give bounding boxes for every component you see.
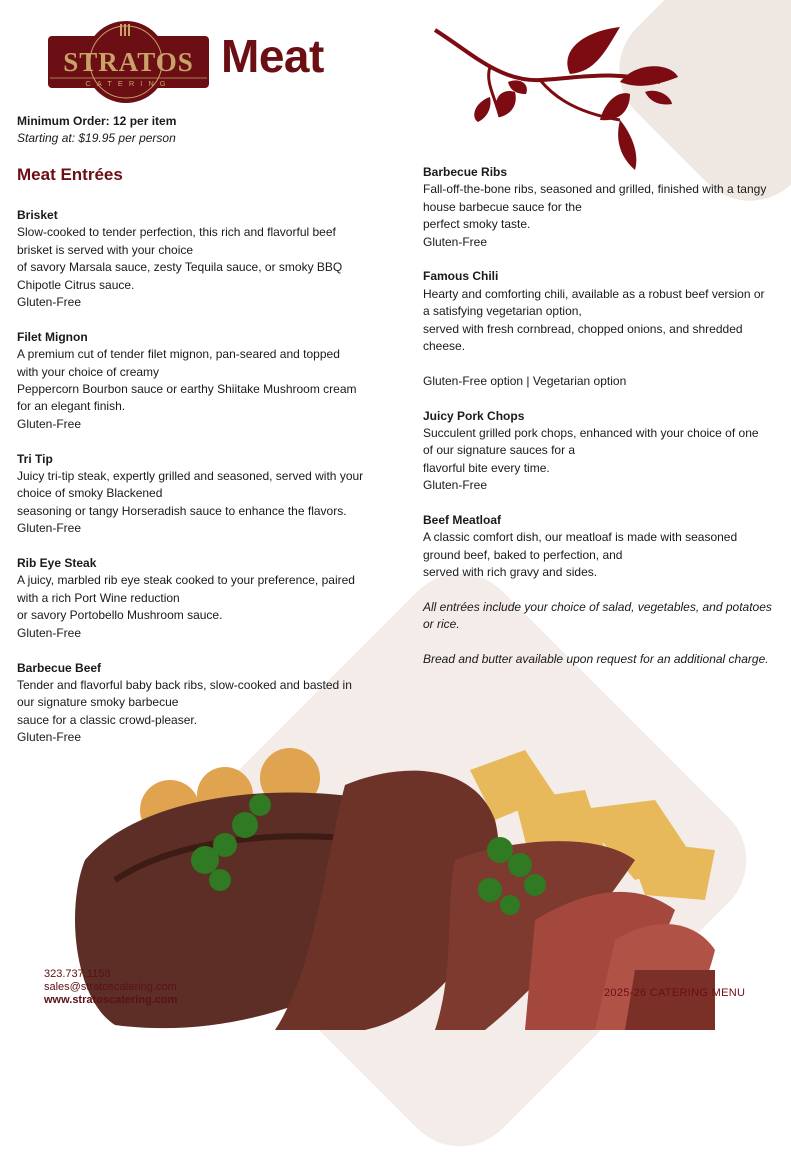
item-description: Peppercorn Bourbon sauce or earthy Shiitake Mushroom cream xyxy=(17,382,357,397)
item-description: Chipotle Citrus sauce. xyxy=(17,277,135,292)
menu-item-juicy-pork-chops xyxy=(423,408,778,495)
bread-note xyxy=(423,651,778,668)
item-description: Tender and flavorful baby back ribs, slow-cooked and basted in xyxy=(17,677,352,692)
item-tag: Gluten-Free xyxy=(423,234,488,249)
logo-text-stratos: STRATOS xyxy=(63,47,194,77)
menu-item-beef-meatloaf xyxy=(423,512,778,582)
item-name: Beef Meatloaf xyxy=(423,513,502,528)
menu-item-tri-tip xyxy=(17,451,377,538)
item-description: A classic comfort dish, our meatloaf is made with seasoned xyxy=(423,530,738,545)
item-description: or savory Portobello Mushroom sauce. xyxy=(17,608,223,623)
item-description: brisket is served with your choice xyxy=(17,242,194,257)
starting-price: Starting at: $19.95 per person xyxy=(17,131,176,145)
item-description: perfect smoky taste. xyxy=(423,217,531,232)
item-tag: Gluten-Free xyxy=(17,416,82,431)
item-description: ground beef, baked to perfection, and xyxy=(423,547,623,562)
item-description: served with rich gravy and sides. xyxy=(423,565,598,580)
menu-item-barbecue-beef xyxy=(17,660,377,747)
leaf-branch-decoration xyxy=(430,22,680,172)
item-description: flavorful bite every time. xyxy=(423,460,550,475)
menu-item-rib-eye-steak xyxy=(17,555,377,642)
item-name: Famous Chili xyxy=(423,269,499,284)
phone-number: 323.737.1158 xyxy=(44,968,111,980)
bread-note-text: Bread and butter available upon request for an additional charge. xyxy=(423,652,769,667)
item-description: A juicy, marbled rib eye steak cooked to your preference, paired xyxy=(17,573,355,588)
item-description: a satisfying vegetarian option, xyxy=(423,304,582,319)
item-description: with your choice of creamy xyxy=(17,364,160,379)
item-tag: Gluten-Free xyxy=(17,295,82,310)
item-description: Slow-cooked to tender perfection, this rich and flavorful beef xyxy=(17,225,336,240)
item-name: Rib Eye Steak xyxy=(17,556,97,571)
item-description: Juicy tri-tip steak, expertly grilled and seasoned, served with your xyxy=(17,469,364,484)
email-address: sales@stratoscatering.com xyxy=(44,981,177,993)
menu-item-famous-chili xyxy=(423,268,778,390)
item-description: cheese. xyxy=(423,339,466,354)
item-name: Barbecue Beef xyxy=(17,660,102,675)
item-name: Barbecue Ribs xyxy=(423,165,508,179)
item-description: our signature smoky barbecue xyxy=(17,695,179,710)
item-description: for an elegant finish. xyxy=(17,399,126,414)
stratos-logo xyxy=(47,20,210,104)
item-tag: Gluten-Free xyxy=(17,730,82,745)
item-tag: Gluten-Free xyxy=(17,625,82,640)
blank-line xyxy=(423,355,778,372)
item-description: Succulent grilled pork chops, enhanced with your choice of one xyxy=(423,426,759,441)
item-description: choice of smoky Blackened xyxy=(17,486,163,501)
item-description: Fall-off-the-bone ribs, seasoned and grilled, finished with a tangy xyxy=(423,182,767,197)
footer-contact xyxy=(44,968,177,1007)
item-description: house barbecue sauce for the xyxy=(423,199,582,214)
logo-text-catering: CATERING xyxy=(85,79,172,88)
left-column xyxy=(17,207,377,764)
item-name: Brisket xyxy=(17,208,58,222)
item-description: seasoning or tangy Horseradish sauce to enhance the flavors. xyxy=(17,503,347,518)
item-description: of savory Marsala sauce, zesty Tequila sauce, or smoky BBQ xyxy=(17,260,343,275)
item-description: served with fresh cornbread, chopped onions, and shredded xyxy=(423,321,743,336)
item-tag: Gluten-Free xyxy=(17,521,82,536)
section-heading: Meat Entrées xyxy=(17,165,123,184)
item-description: Hearty and comforting chili, available as a robust beef version or xyxy=(423,286,765,301)
item-description: A premium cut of tender filet mignon, pan-seared and topped xyxy=(17,347,340,362)
page-title: Meat xyxy=(221,30,324,82)
item-description: of our signature sauces for a xyxy=(423,443,576,458)
item-description: sauce for a classic crowd-pleaser. xyxy=(17,712,198,727)
item-name: Filet Mignon xyxy=(17,329,88,344)
item-description: with a rich Port Wine reduction xyxy=(17,590,180,605)
minimum-order: Minimum Order: 12 per item xyxy=(17,114,177,128)
right-column xyxy=(423,164,778,686)
item-name: Juicy Pork Chops xyxy=(423,408,525,423)
entree-note-text: All entrées include your choice of salad, vegetables, and potatoes or rice. xyxy=(423,600,772,632)
menu-item-barbecue-ribs xyxy=(423,164,778,251)
menu-item-filet-mignon xyxy=(17,329,377,433)
item-name: Tri Tip xyxy=(17,451,53,466)
website-link[interactable]: www.stratoscatering.com xyxy=(44,994,178,1006)
entree-note xyxy=(423,599,778,634)
menu-item-brisket xyxy=(17,207,377,311)
item-tag: Gluten-Free xyxy=(423,478,488,493)
catering-menu-label: 2025-26 CATERING MENU xyxy=(604,987,746,999)
item-tag: Gluten-Free option | Vegetarian option xyxy=(423,373,627,388)
